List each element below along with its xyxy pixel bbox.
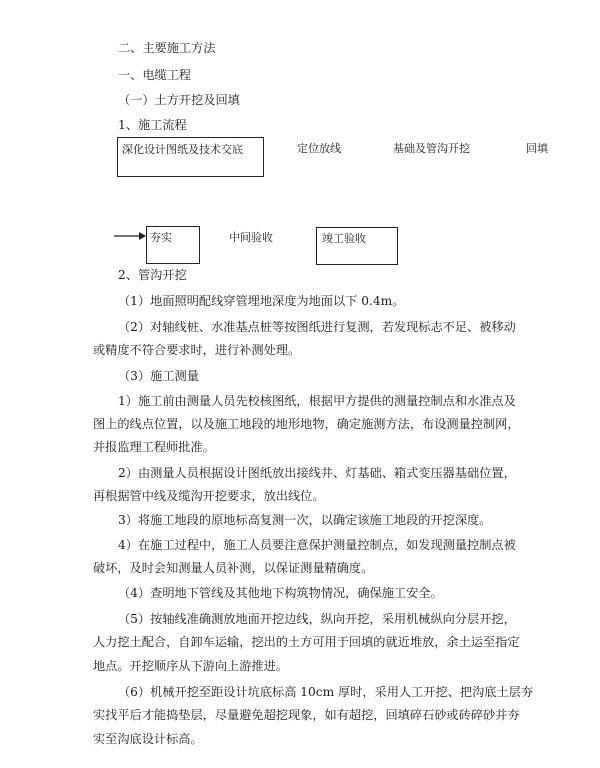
paragraph: 1）施工前由测量人员先校核图纸，根据甲方提供的测量控制点和水准点及 (118, 394, 516, 408)
paragraph-cont: 实找平后才能捣垫层，尽量避免超挖现象，如有超挖，回填碎石砂或砖碎砂并夯 (93, 708, 520, 722)
paragraph-cont: 或精度不符合要求时，进行补测处理。 (93, 343, 301, 357)
paragraph: （1）地面照明配线穿管埋地深度为地面以下 0.4m。 (118, 294, 405, 308)
paragraph: 2）由测量人员根据设计图纸放出接线井、灯基础、箱式变压器基础位置， (118, 466, 516, 480)
paragraph: （4）查明地下管线及其他地下构筑物情况，确保施工安全。 (118, 586, 443, 600)
paragraph: （3）施工测量 (118, 369, 199, 383)
flow-step-locate: 定位放线 (297, 142, 341, 155)
flow-box-final-acceptance (316, 227, 398, 265)
flow-step-backfill: 回填 (526, 142, 548, 155)
paragraph-cont: 地点。开挖顺序从下游向上游推进。 (93, 659, 288, 673)
flow-box-label: 夯实 (150, 231, 172, 244)
section-2-title: 2、管沟开挖 (118, 268, 187, 282)
paragraph: 4）在施工过程中，施工人员要注意保护测量控制点，如发现测量控制点被 (118, 538, 516, 552)
right-arrow-icon (114, 230, 146, 242)
flow-box-compact (146, 226, 200, 264)
flow-step-foundation: 基础及管沟开挖 (393, 142, 470, 155)
paragraph: （5）按轴线准确测放地面开挖边线，纵向开挖，采用机械纵向分层开挖， (118, 612, 516, 626)
subsection-heading: 一、电缆工程 (118, 68, 192, 82)
paragraph: 3）将施工地段的原地标高复测一次，以确定该施工地段的开挖深度。 (118, 513, 492, 527)
section-heading: 二、主要施工方法 (118, 41, 216, 55)
paragraph-cont: 再根据管中线及缆沟开挖要求，放出线位。 (93, 489, 325, 503)
paragraph: （2）对轴线桩、水准基点桩等按图纸进行复测，若发现标志不足、被移动 (118, 320, 516, 334)
paragraph: （6）机械开挖至距设计坑底标高 10cm 厚时，采用人工开挖、把沟底土层夯 (118, 685, 534, 699)
paragraph-cont: 图上的线点位置，以及施工地段的地形地物，确定施测方法，布设测量控制网， (93, 417, 520, 431)
flow-box-label: 深化设计图纸及技术交底 (122, 143, 243, 156)
paragraph-cont: 破坏，及时会知测量人员补测，以保证测量精确度。 (93, 561, 374, 575)
paragraph-cont: 并报监理工程师批准。 (93, 440, 215, 454)
flow-box-design-briefing (117, 137, 264, 177)
flow-step-midcheck: 中间验收 (229, 231, 273, 244)
paragraph-cont: 实至沟底设计标高。 (93, 732, 203, 746)
paragraph-cont: 人力挖土配合，自卸车运输，挖出的土方可用于回填的就近堆放，余土运至指定 (93, 635, 520, 649)
sub-subsection-heading: （一）土方开挖及回填 (118, 93, 240, 107)
flow-box-label: 竣工验收 (322, 232, 366, 245)
step-heading: 1、施工流程 (118, 118, 187, 132)
